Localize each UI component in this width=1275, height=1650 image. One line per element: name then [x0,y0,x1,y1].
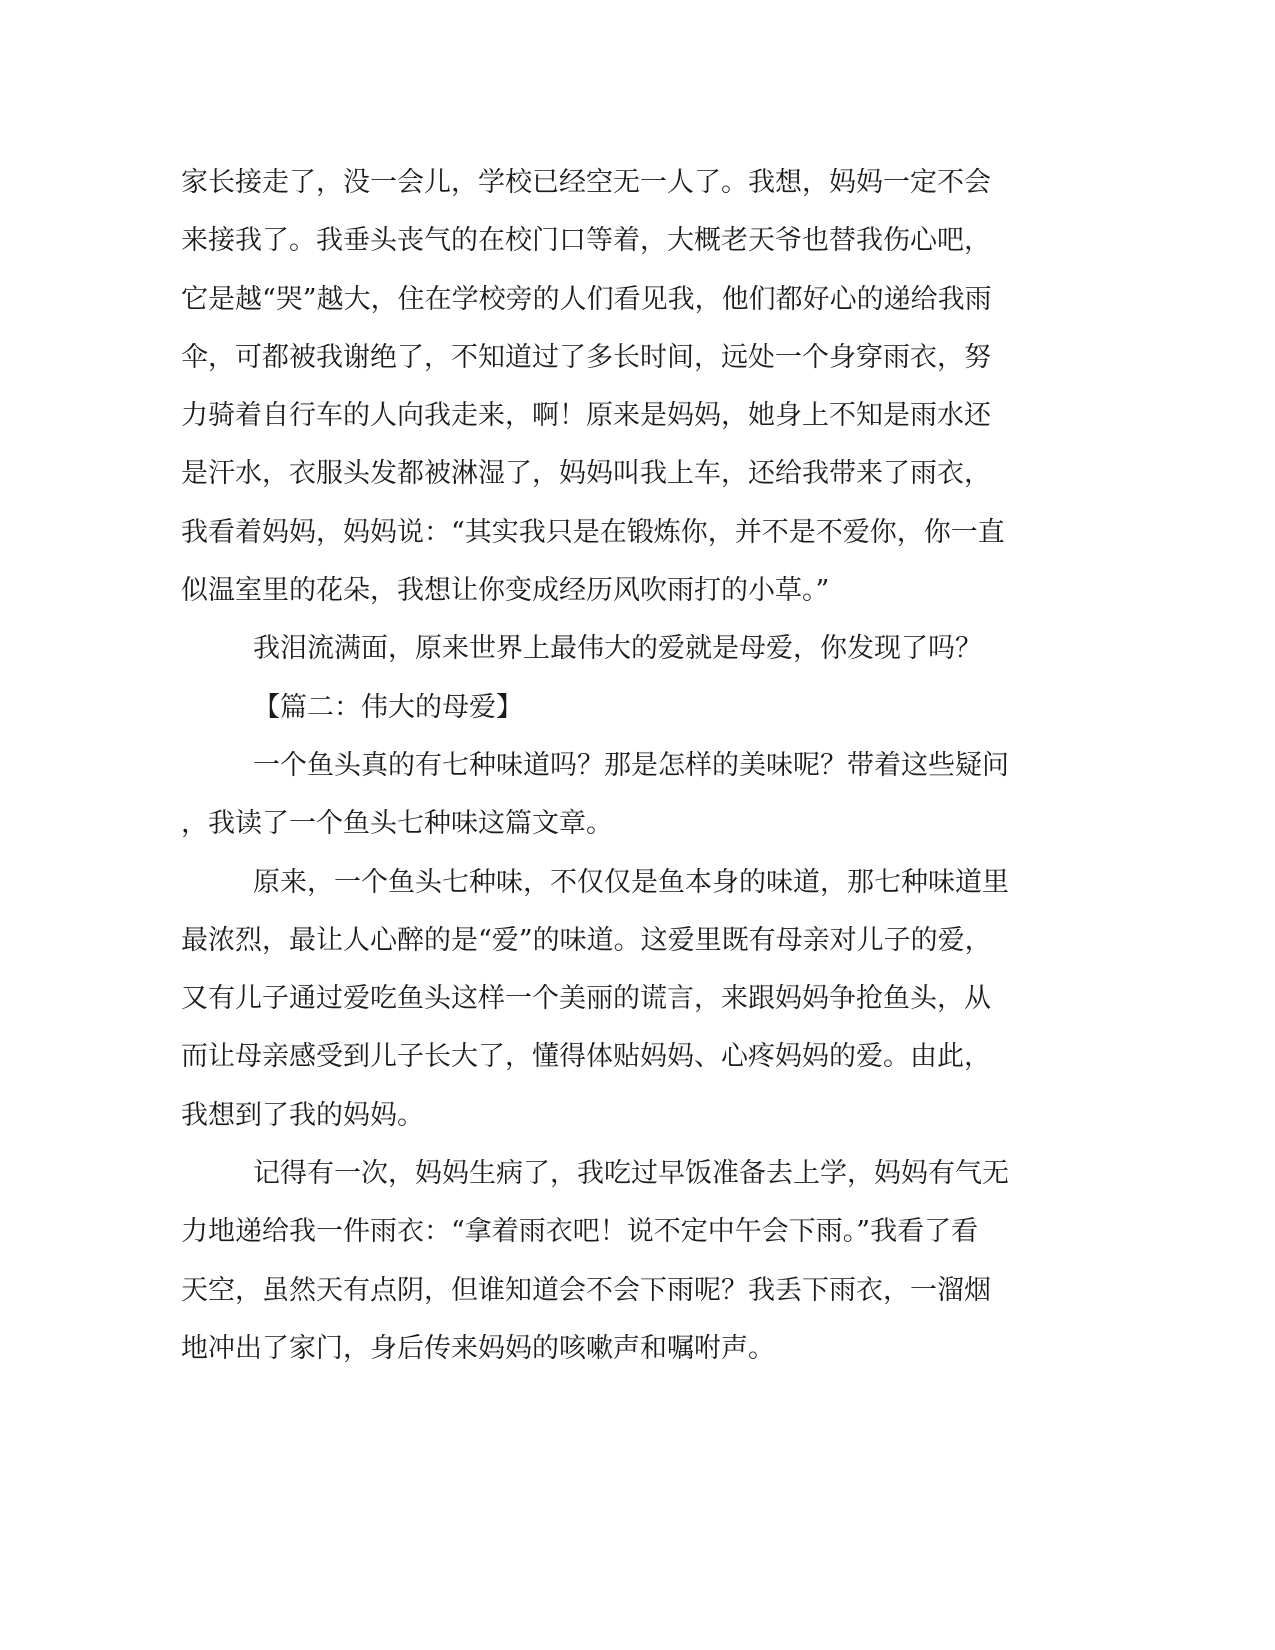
text-line: 力地递给我一件雨衣：“拿着雨衣吧！说不定中午会下雨。”我看了看 [181,1216,979,1248]
text-line: 而让母亲感受到儿子长大了，懂得体贴妈妈、心疼妈妈的爱。由此， [181,1041,991,1073]
paragraph-start-line: 我泪流满面，原来世界上最伟大的爱就是母爱，你发现了吗？ [253,633,982,665]
text-line: 我想到了我的妈妈。 [181,1099,424,1131]
text-line: 来接我了。我垂头丧气的在校门口等着，大概老天爷也替我伤心吧， [181,225,991,257]
paragraph-start-line: 记得有一次，妈妈生病了，我吃过早饭准备去上学，妈妈有气无 [253,1158,1009,1190]
section-heading: 【篇二：伟大的母爱】 [253,691,523,723]
paragraph-start-line: 一个鱼头真的有七种味道吗？那是怎样的美味呢？带着这些疑问 [253,749,1009,781]
text-line: 最浓烈，最让人心醉的是“爱”的味道。这爱里既有母亲对儿子的爱， [181,924,992,956]
text-line: 地冲出了家门，身后传来妈妈的咳嗽声和嘱咐声。 [181,1332,775,1364]
text-line: 力骑着自行车的人向我走来，啊！原来是妈妈，她身上不知是雨水还 [181,400,991,432]
text-line: 似温室里的花朵，我想让你变成经历风吹雨打的小草。” [181,575,830,607]
text-line: 是汗水，衣服头发都被淋湿了，妈妈叫我上车，还给我带来了雨衣， [181,458,991,490]
text-line: 又有儿子通过爱吃鱼头这样一个美丽的谎言，来跟妈妈争抢鱼头，从 [181,983,991,1015]
body-text [181,154,1041,1378]
text-line: 伞，可都被我谢绝了，不知道过了多长时间，远处一个身穿雨衣，努 [181,341,991,373]
text-line: ，我读了一个鱼头七种味这篇文章。 [181,808,613,840]
text-line: 它是越“哭”越大，住在学校旁的人们看见我，他们都好心的递给我雨 [181,283,992,315]
text-line: 我看着妈妈，妈妈说：“其实我只是在锻炼你，并不是不爱你，你一直 [181,516,1005,548]
text-line: 家长接走了，没一会儿，学校已经空无一人了。我想，妈妈一定不会 [181,167,991,198]
text-line: 天空，虽然天有点阴，但谁知道会不会下雨呢？我丢下雨衣，一溜烟 [181,1274,991,1306]
paragraph-start-line: 原来，一个鱼头七种味，不仅仅是鱼本身的味道，那七种味道里 [253,866,1009,898]
